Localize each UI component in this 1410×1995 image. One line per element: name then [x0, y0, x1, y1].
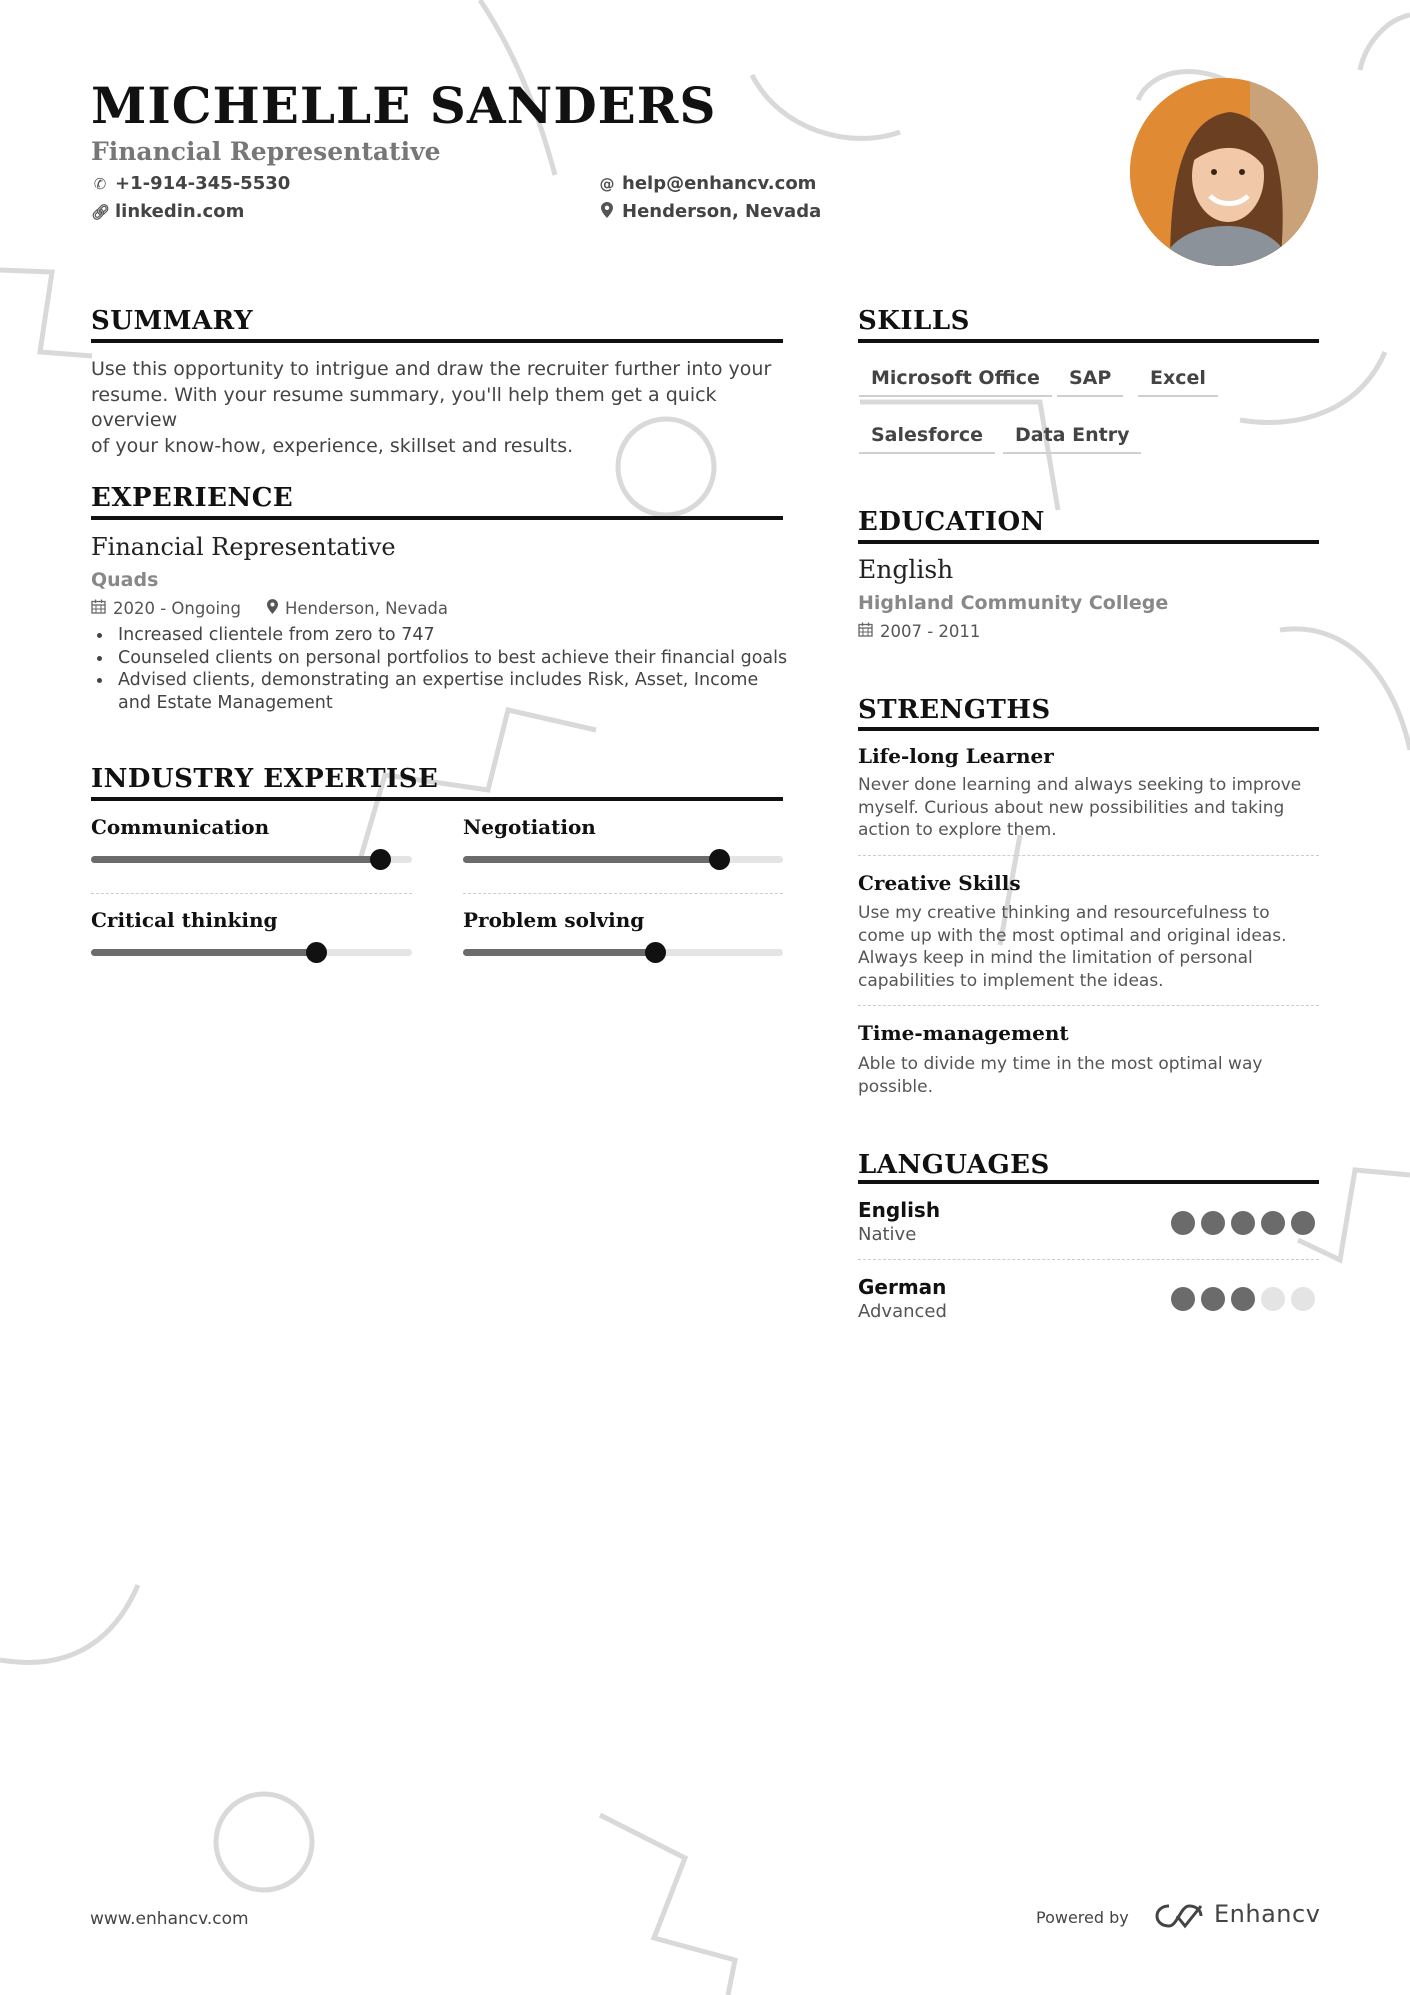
summary-line: of your know-how, experience, skillset and results. — [91, 434, 574, 457]
summary-divider — [91, 339, 783, 343]
location-contact — [598, 201, 821, 222]
job-bullet: Advised clients, demonstrating an expertise includes Risk, Asset, Income and Estate Management — [118, 669, 791, 714]
expertise-label: Negotiation — [463, 815, 596, 839]
expertise-bar-fill — [463, 949, 655, 956]
expertise-bar-knob — [709, 849, 730, 870]
education-divider — [858, 540, 1319, 544]
phone-contact — [91, 173, 290, 194]
strength-title: Time-management — [858, 1021, 1069, 1045]
summary-line: Use this opportunity to intrigue and draw the recruiter further into your — [91, 358, 772, 380]
industry-expertise-divider — [91, 797, 783, 801]
rating-dot-filled — [1231, 1287, 1255, 1311]
education-dates — [858, 622, 980, 641]
expertise-label: Problem solving — [463, 908, 645, 932]
expertise-separator — [463, 893, 783, 894]
profile-photo — [1130, 78, 1318, 266]
strength-line: capabilities to implement the ideas. — [858, 970, 1164, 991]
education-school: Highland Community College — [858, 592, 1169, 614]
strengths-divider — [858, 727, 1319, 731]
expertise-bar — [463, 856, 783, 863]
summary-heading: SUMMARY — [91, 306, 254, 336]
strength-line: Use my creative thinking and resourcefulness to — [858, 903, 1270, 923]
summary-line: resume. With your resume summary, you'll help them get a quick overview — [91, 383, 717, 431]
footer-powered-by: Powered by — [1036, 1908, 1129, 1927]
language-level: Advanced — [858, 1301, 947, 1322]
rating-dot-filled — [1201, 1287, 1225, 1311]
expertise-bar-fill — [463, 856, 719, 863]
rating-dot-filled — [1231, 1211, 1255, 1235]
profile-photo-illustration — [1130, 78, 1318, 266]
language-level: Native — [858, 1224, 917, 1245]
education-heading: EDUCATION — [858, 507, 1045, 537]
strength-description — [858, 1053, 1319, 1098]
skill-tag: SAP — [1057, 367, 1123, 397]
phone-icon: ✆ — [93, 174, 107, 193]
strength-title: Life-long Learner — [858, 744, 1054, 768]
rating-dot-empty — [1261, 1287, 1285, 1311]
rating-dot-filled — [1291, 1211, 1315, 1235]
experience-heading: EXPERIENCE — [91, 483, 294, 513]
education-degree: English — [858, 555, 954, 584]
expertise-bar-knob — [645, 942, 666, 963]
job-bullet: Counseled clients on personal portfolios to best achieve their financial goals — [118, 647, 791, 670]
expertise-separator — [91, 893, 412, 894]
company-name: Quads — [91, 569, 159, 591]
at-icon: @ — [599, 174, 615, 193]
expertise-label: Communication — [91, 815, 270, 839]
footer-website[interactable]: www.enhancv.com — [90, 1909, 249, 1929]
strength-line: action to explore them. — [858, 820, 1057, 840]
languages-heading: LANGUAGES — [858, 1150, 1050, 1180]
strength-separator — [858, 855, 1319, 856]
job-bullet: Increased clientele from zero to 747 — [118, 624, 791, 647]
expertise-bar — [91, 949, 412, 956]
strength-line: Never done learning and always seeking to improve — [858, 775, 1302, 795]
skills-divider — [858, 339, 1319, 343]
strength-separator — [858, 1005, 1319, 1006]
job-location-text: Henderson, Nevada — [285, 599, 449, 618]
job-bullets — [91, 624, 791, 714]
strength-description — [858, 902, 1319, 992]
candidate-role: Financial Representative — [91, 137, 441, 166]
job-dates — [91, 599, 241, 618]
rating-dot-filled — [1201, 1211, 1225, 1235]
experience-divider — [91, 516, 783, 520]
strength-description — [858, 774, 1319, 842]
skills-heading: SKILLS — [858, 306, 970, 336]
strengths-heading: STRENGTHS — [858, 695, 1051, 725]
candidate-name: MICHELLE SANDERS — [91, 76, 717, 135]
expertise-bar — [91, 856, 412, 863]
rating-dot-empty — [1291, 1287, 1315, 1311]
language-separator — [858, 1259, 1319, 1260]
calendar-icon — [858, 622, 873, 641]
education-dates-text: 2007 - 2011 — [880, 622, 981, 641]
location-pin-icon — [267, 599, 278, 618]
rating-dot-filled — [1171, 1211, 1195, 1235]
industry-expertise-heading: INDUSTRY EXPERTISE — [91, 764, 439, 794]
languages-divider — [858, 1180, 1319, 1184]
strength-line: possible. — [858, 1076, 934, 1097]
strength-line: Always keep in mind the limitation of personal — [858, 948, 1253, 968]
language-name: English — [858, 1198, 941, 1222]
enhancv-logo-icon[interactable] — [1155, 1902, 1203, 1934]
job-title: Financial Representative — [91, 533, 396, 561]
footer-brand-name[interactable]: Enhancv — [1214, 1900, 1321, 1928]
calendar-icon — [91, 599, 106, 618]
strength-line: myself. Curious about new possibilities and taking — [858, 797, 1285, 818]
summary-text — [91, 357, 791, 459]
skill-tag: Data Entry — [1003, 424, 1141, 454]
phone-text: +1-914-345-5530 — [115, 173, 291, 194]
rating-dot-filled — [1261, 1211, 1285, 1235]
expertise-bar — [463, 949, 783, 956]
expertise-bar-fill — [91, 949, 316, 956]
strength-line: come up with the most optimal and original ideas. — [858, 925, 1287, 946]
linkedin-contact[interactable] — [91, 201, 244, 222]
expertise-bar-knob — [306, 942, 327, 963]
email-contact[interactable] — [598, 173, 816, 194]
job-dates-text: 2020 - Ongoing — [113, 599, 241, 618]
skill-tag: Salesforce — [859, 424, 995, 454]
strength-title: Creative Skills — [858, 871, 1021, 895]
link-icon: 🔗︎ — [91, 202, 111, 221]
expertise-bar-knob — [370, 849, 391, 870]
job-bullet-list — [91, 624, 791, 714]
location-pin-icon — [598, 202, 616, 222]
email-text[interactable]: help@enhancv.com — [622, 173, 817, 194]
linkedin-text[interactable]: linkedin.com — [115, 201, 245, 222]
location-text: Henderson, Nevada — [622, 201, 822, 222]
expertise-label: Critical thinking — [91, 908, 278, 932]
expertise-bar-fill — [91, 856, 380, 863]
skill-tag: Microsoft Office — [859, 367, 1052, 397]
language-rating — [1171, 1287, 1315, 1311]
language-rating — [1171, 1211, 1315, 1235]
job-location — [267, 599, 448, 618]
skill-tag: Excel — [1138, 367, 1218, 397]
language-name: German — [858, 1275, 947, 1299]
rating-dot-filled — [1171, 1287, 1195, 1311]
strength-line: Able to divide my time in the most optimal way — [858, 1054, 1263, 1074]
